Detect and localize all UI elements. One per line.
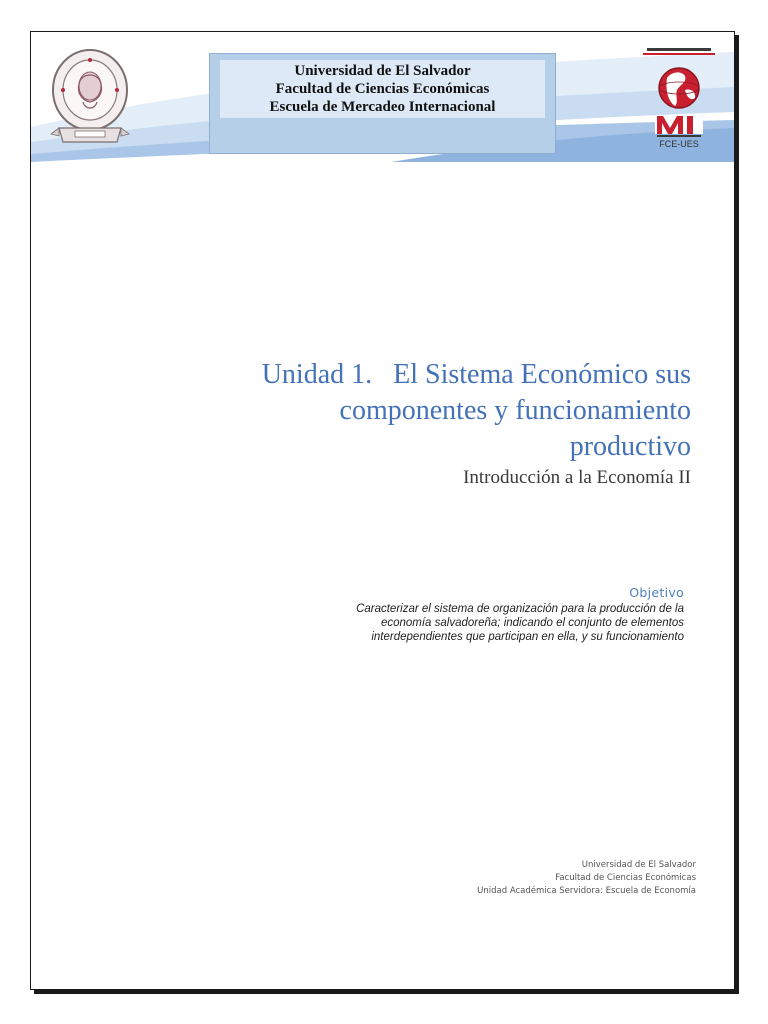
document-page	[30, 31, 735, 990]
objective-line-1: Caracterizar el sistema de organización para la producción de la	[356, 603, 684, 615]
globe-icon	[641, 46, 716, 154]
faculty-name: Facultad de Ciencias Económicas	[275, 81, 490, 97]
school-name: Escuela de Mercadeo Internacional	[269, 99, 496, 115]
university-seal	[49, 44, 131, 154]
institution-title-box	[209, 53, 556, 154]
objective-heading: Objetivo	[629, 585, 684, 600]
objective-line-2: economía salvadoreña; indicando el conjunto de elementos	[380, 617, 684, 629]
header-band	[31, 32, 734, 162]
unit-title-line-2: componentes y funcionamiento	[339, 395, 691, 426]
footer-credits	[356, 859, 696, 898]
footer-line-2: Facultad de Ciencias Económicas	[555, 873, 696, 883]
mi-caption-bottom: FCE-UES	[659, 139, 699, 149]
university-seal-icon	[49, 44, 131, 154]
course-subtitle: Introducción a la Economía II	[463, 467, 691, 488]
unit-title-line-3: productivo	[569, 431, 691, 462]
objective-text	[284, 602, 684, 644]
objective-line-3: interdependientes que participan en ella, y su funcionamiento	[371, 631, 684, 643]
university-name: Universidad de El Salvador	[294, 63, 471, 79]
mi-logo	[641, 46, 716, 154]
institution-title-inner	[220, 60, 545, 118]
unit-title-line-1: Unidad 1. El Sistema Económico sus	[261, 359, 691, 390]
footer-line-3: Unidad Académica Servidora: Escuela de Economía	[477, 886, 696, 896]
footer-line-1: Universidad de El Salvador	[581, 860, 696, 870]
unit-title	[171, 357, 691, 465]
